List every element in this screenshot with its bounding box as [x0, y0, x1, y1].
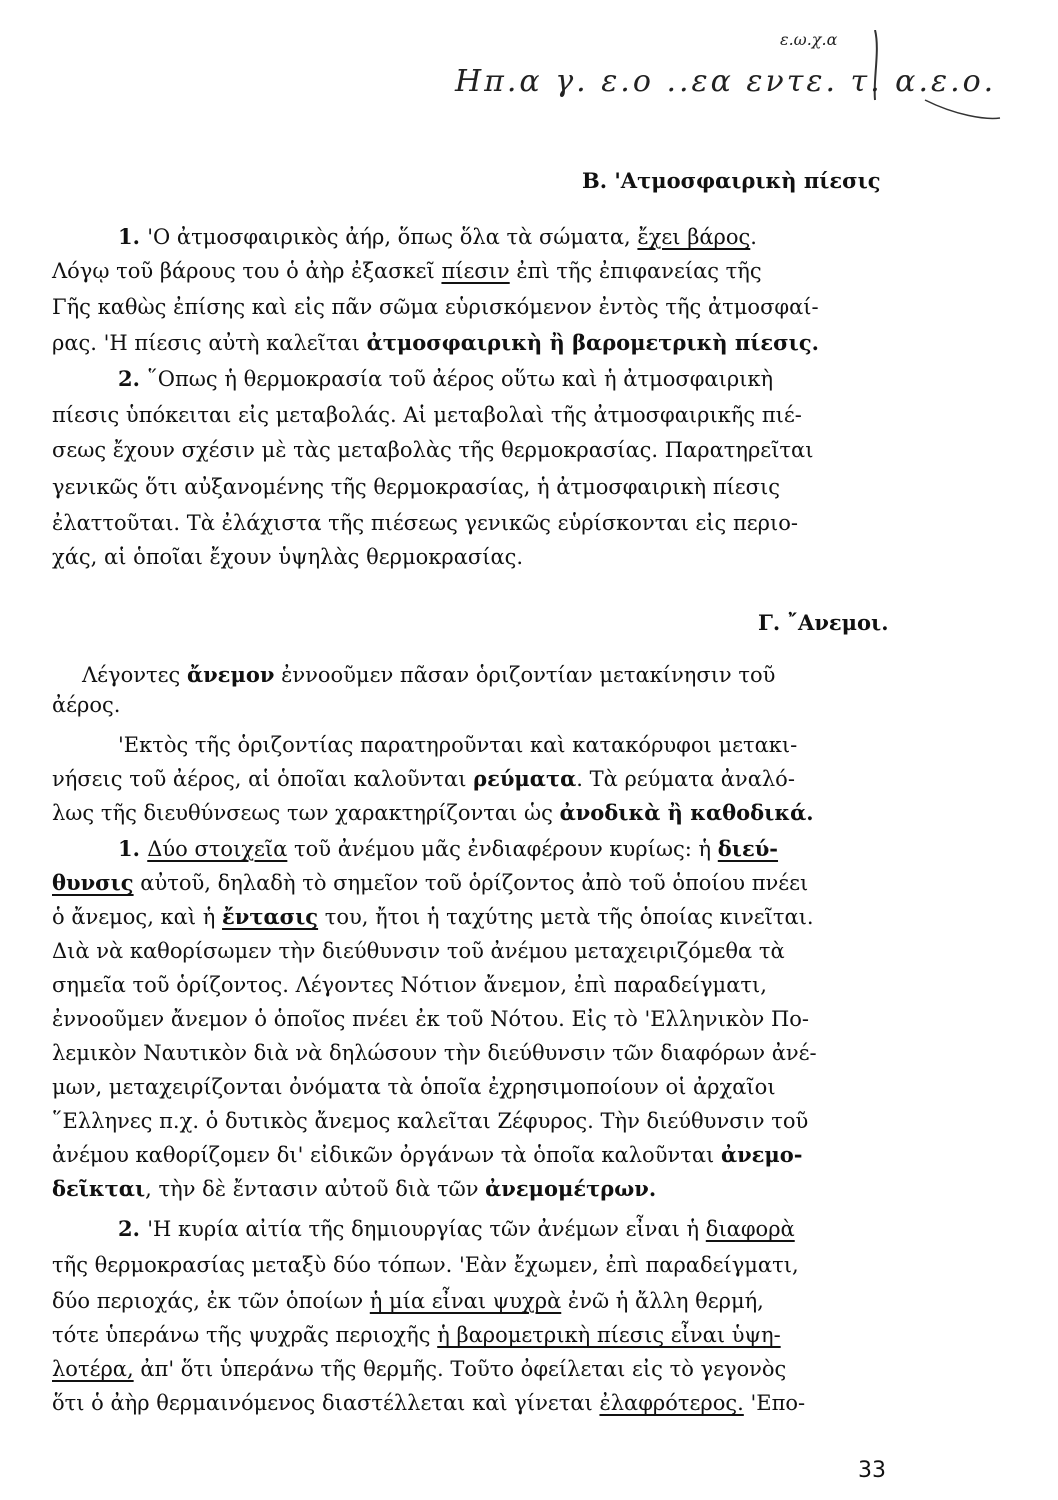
- section-b-heading: Β. 'Ατμοσφαιρικὴ πίεσις: [582, 168, 881, 193]
- bold-underlined-term: θυνσις: [52, 870, 134, 895]
- page-number: 33: [858, 1458, 886, 1483]
- text-line: 'Εκτὸς τῆς ὁριζοντίας παρατηροῦνται καὶ κατακόρυφοι μετακι-: [118, 733, 798, 757]
- bold-term: ἀνεμομέτρων.: [485, 1176, 657, 1201]
- text-line: λοτέρα, ἀπ' ὅτι ὑπεράνω τῆς θερμῆς. Τοῦτο ὀφείλεται εἰς τὸ γεγονὸς: [52, 1357, 787, 1381]
- bold-term: ἀνεμο-: [720, 1142, 803, 1167]
- text-line: 2. 'Η κυρία αἰτία τῆς δημιουργίας τῶν ἀνέμων εἶναι ἡ διαφορὰ: [118, 1216, 795, 1241]
- text-line: χάς, αἱ ὁποῖαι ἔχουν ὑψηλὰς θερμοκρασίας.: [52, 545, 524, 569]
- text-line: ὁ ἄνεμος, καὶ ἡ ἔντασις του, ἤτοι ἡ ταχύτης μετὰ τῆς ὁποίας κινεῖται.: [52, 904, 814, 929]
- text-line: γενικῶς ὅτι αὐξανομένης τῆς θερμοκρασίας, ἡ ἀτμοσφαιρικὴ πίεσις: [52, 475, 781, 499]
- text-line: ἀέρος.: [52, 693, 121, 717]
- text-line: δύο περιοχάς, ἐκ τῶν ὁποίων ἡ μία εἶναι ψυχρὰ ἐνῶ ἡ ἄλλη θερμή,: [52, 1289, 764, 1313]
- text-line: ἐννοοῦμεν ἄνεμον ὁ ὁποῖος πνέει ἐκ τοῦ Νότου. Εἰς τὸ 'Ελληνικὸν Πο-: [52, 1007, 810, 1031]
- underlined-text: ἡ μία εἶναι ψυχρὰ: [369, 1289, 562, 1313]
- bold-term: δεῖκται: [52, 1176, 146, 1201]
- text-line: ἀνέμου καθορίζομεν δι' εἰδικῶν ὀργάνων τὰ ὁποῖα καλοῦνται ἀνεμο-: [52, 1142, 803, 1167]
- text-line: λως τῆς διευθύνσεως των χαρακτηρίζονται ὡς ἀνοδικὰ ἢ καθοδικά.: [52, 800, 814, 825]
- text-line: Διὰ νὰ καθορίσωμεν τὴν διεύθυνσιν τοῦ ἀνέμου μεταχειριζόμεθα τὰ: [52, 939, 785, 963]
- underlined-text: λοτέρα,: [52, 1357, 134, 1381]
- text-line: Λόγῳ τοῦ βάρους του ὁ ἀὴρ ἐξασκεῖ πίεσιν ἐπὶ τῆς ἐπιφανείας τῆς: [52, 259, 762, 283]
- list-number: 2.: [118, 1216, 148, 1241]
- bold-term: ἄνεμον: [186, 662, 275, 687]
- bold-underlined-term: διεύ-: [717, 836, 779, 861]
- text-line: θυνσις αὐτοῦ, δηλαδὴ τὸ σημεῖον τοῦ ὁρίζοντος ἀπὸ τοῦ ὁποίου πνέει: [52, 870, 809, 895]
- underlined-text: Δύο στοιχεῖα: [147, 837, 288, 861]
- text-line: 2. ῞Οπως ἡ θερμοκρασία τοῦ ἀέρος οὕτω καὶ ἡ ἀτμοσφαιρικὴ: [118, 366, 774, 391]
- handwritten-superscript: ε.ω.χ.α: [780, 30, 838, 49]
- text-line: σεως ἔχουν σχέσιν μὲ τὰς μεταβολὰς τῆς θερμοκρασίας. Παρατηρεῖται: [52, 438, 814, 462]
- list-number: 1.: [118, 836, 148, 861]
- list-number: 1.: [118, 224, 148, 249]
- underlined-text: πίεσιν: [441, 259, 510, 283]
- text-line: 1. 'Ο ἀτμοσφαιρικὸς ἀήρ, ὅπως ὅλα τὰ σώματα, ἔχει βάρος.: [118, 224, 757, 249]
- section-g-heading: Γ. ῎Ανεμοι.: [758, 610, 889, 635]
- underlined-text: ἡ βαρομετρικὴ πίεσις εἶναι ὑψη-: [437, 1323, 781, 1347]
- text-line: νήσεις τοῦ ἀέρος, αἱ ὁποῖαι καλοῦνται ρεύματα. Τὰ ρεύματα ἀναλό-: [52, 766, 795, 791]
- underlined-text: διαφορὰ: [705, 1217, 795, 1241]
- text-line: ὅτι ὁ ἀὴρ θερμαινόμενος διαστέλλεται καὶ γίνεται ἐλαφρότερος. 'Επο-: [52, 1391, 806, 1415]
- text-line: δεῖκται, τὴν δὲ ἔντασιν αὐτοῦ διὰ τῶν ἀνεμομέτρων.: [52, 1176, 657, 1201]
- text-line: 1. Δύο στοιχεῖα τοῦ ἀνέμου μᾶς ἐνδιαφέρουν κυρίως: ἡ διεύ-: [118, 836, 779, 861]
- text-line: σημεῖα τοῦ ὁρίζοντος. Λέγοντες Νότιον ἄνεμον, ἐπὶ παραδείγματι,: [52, 973, 767, 997]
- list-number: 2.: [118, 366, 148, 391]
- bold-term: ρεύματα: [473, 766, 577, 791]
- text-line: ρας. 'Η πίεσις αὐτὴ καλεῖται ἀτμοσφαιρικὴ ἢ βαρομετρικὴ πίεσις.: [52, 330, 819, 355]
- text-line: τῆς θερμοκρασίας μεταξὺ δύο τόπων. 'Εὰν ἔχωμεν, ἐπὶ παραδείγματι,: [52, 1253, 799, 1277]
- bold-underlined-term: ἔντασις: [222, 904, 319, 929]
- text-line: ῞Ελληνες π.χ. ὁ δυτικὸς ἄνεμος καλεῖται Ζέφυρος. Τὴν διεύθυνσιν τοῦ: [52, 1109, 809, 1133]
- text-line: μων, μεταχειρίζονται ὀνόματα τὰ ὁποῖα ἐχρησιμοποίουν οἱ ἀρχαῖοι: [52, 1075, 776, 1099]
- text-line: ἐλαττοῦται. Τὰ ἐλάχιστα τῆς πιέσεως γενικῶς εὑρίσκονται εἰς περιο-: [52, 511, 798, 535]
- underlined-text: ἔχει βάρος: [637, 225, 751, 249]
- text-line: τότε ὑπεράνω τῆς ψυχρᾶς περιοχῆς ἡ βαρομετρικὴ πίεσις εἶναι ὑψη-: [52, 1323, 781, 1347]
- text-line: Λέγοντες ἄνεμον ἐννοοῦμεν πᾶσαν ὁριζοντίαν μετακίνησιν τοῦ: [82, 662, 776, 687]
- underlined-text: ἐλαφρότερος.: [599, 1391, 744, 1415]
- bold-term: ἀτμοσφαιρικὴ ἢ βαρομετρικὴ πίεσις.: [366, 330, 819, 355]
- text-line: Γῆς καθὼς ἐπίσης καὶ εἰς πᾶν σῶμα εὑρισκόμενον ἐντὸς τῆς ἀτμοσφαί-: [52, 295, 819, 319]
- handwritten-annotation: [455, 30, 1055, 140]
- text-line: λεμικὸν Ναυτικὸν διὰ νὰ δηλώσουν τὴν διεύθυνσιν τῶν διαφόρων ἀνέ-: [52, 1041, 817, 1065]
- text-line: πίεσις ὑπόκειται εἰς μεταβολάς. Αἱ μεταβολαὶ τῆς ἀτμοσφαιρικῆς πιέ-: [52, 403, 802, 427]
- bold-term: ἀνοδικὰ ἢ καθοδικά.: [559, 800, 814, 825]
- handwritten-note: Ηπ.α γ. ε.ο ..εα εντε. τ. α.ε.ο.: [455, 64, 997, 99]
